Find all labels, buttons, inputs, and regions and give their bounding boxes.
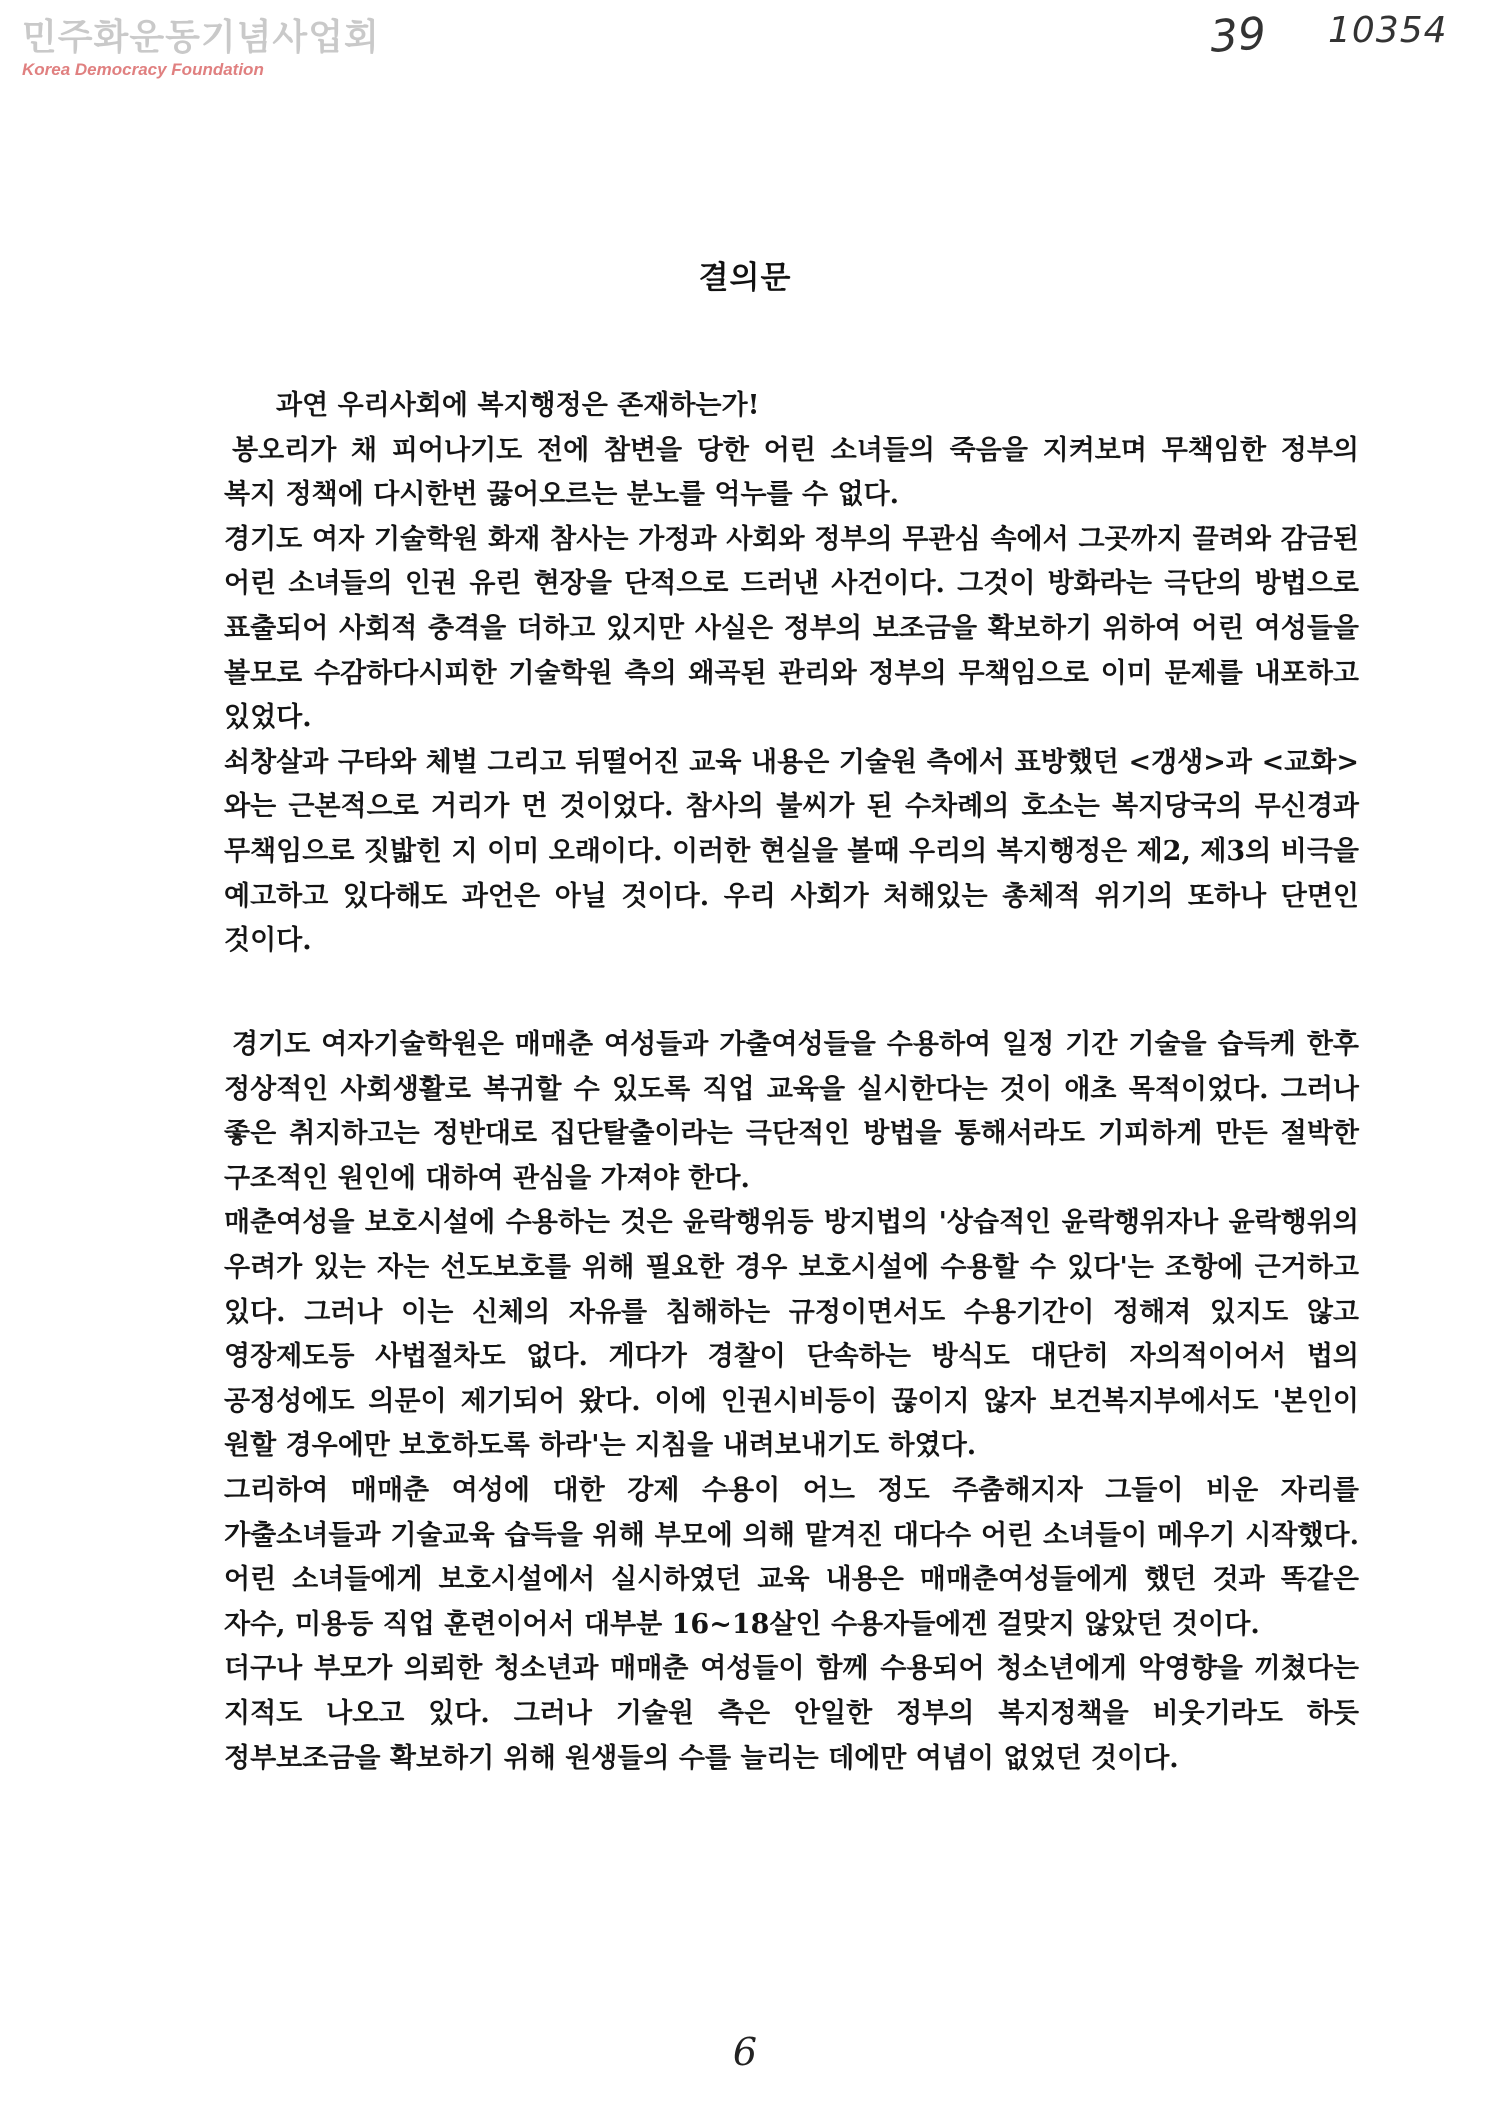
handwritten-mark-left: 39 <box>1208 8 1268 63</box>
paragraph-2-3: 그리하여 매매춘 여성에 대한 강제 수용이 어느 정도 주춤해지자 그들이 비운 자리를 가출소녀들과 기술교육 습득을 위해 부모에 의해 맡겨진 대다수 어린 소녀들이 메우기 시작했다. 어린 소녀들에게 보호시설에서 실시하였던 교육 내용은 매매춘여성들에게 했던 것과 똑같은 자수, 미용등 직업 훈련이어서 대부분 16~18살인 수용자들에겐 걸맞지 않았던 것이다. <box>224 1474 1359 1640</box>
paragraph-1-1: 과연 우리사회에 복지행정은 존재하는가! <box>276 390 760 421</box>
handwritten-document-number: 10354 <box>1328 10 1448 51</box>
section-2 <box>224 1023 1359 1781</box>
document-title: 결의문 <box>698 260 792 296</box>
paragraph-2-2: 매춘여성을 보호시설에 수용하는 것은 윤락행위등 방지법의 '상습적인 윤락행위자나 윤락행위의 우려가 있는 자는 선도보호를 위해 필요한 경우 보호시설에 수용할 수 있다'는 조항에 근거하고 있다. 그러나 이는 신체의 자유를 침해하는 규정이면서도 수용기간이 정해져 있지도 않고 영장제도등 사법절차도 없다. 게다가 경찰이 단속하는 방식도 대단히 자의적이어서 법의 공정성에도 의문이 제기되어 왔다. 이에 인권시비등이 끊이지 않자 보건복지부에서도 '본인이 원할 경우에만 보호하도록 하라'는 지침을 내려보내기도 하였다. <box>224 1207 1359 1462</box>
watermark-english: Korea Democracy Foundation <box>22 60 264 79</box>
section-1 <box>224 384 1359 964</box>
paragraph-1-2: 봉오리가 채 피어나기도 전에 참변을 당한 어린 소녀들의 죽음을 지켜보며 무책임한 정부의 복지 정책에 다시한번 끓어오르는 분노를 억누를 수 없다. <box>224 434 1359 511</box>
paragraph-1-3: 경기도 여자 기술학원 화재 참사는 가정과 사회와 정부의 무관심 속에서 그곳까지 끌려와 감금된 어린 소녀들의 인권 유린 현장을 단적으로 드러낸 사건이다. 그것이 방화라는 극단의 방법으로 표출되어 사회적 충격을 더하고 있지만 사실은 정부의 보조금을 확보하기 위하여 어린 여성들을 볼모로 수감하다시피한 기술학원 측의 왜곡된 관리와 정부의 무책임으로 이미 문제를 내포하고 있었다. <box>224 523 1359 734</box>
watermark-korean: 민주화운동기념사업회 <box>22 17 380 58</box>
page-number: 6 <box>732 2030 758 2074</box>
paragraph-1-4: 쇠창살과 구타와 체벌 그리고 뒤떨어진 교육 내용은 기술원 측에서 표방했던 <갱생>과 <교화>와는 근본적으로 거리가 먼 것이었다. 참사의 불씨가 된 수차례의 호소는 복지당국의 무신경과 무책임으로 짓밟힌 지 이미 오래이다. 이러한 현실을 볼때 우리의 복지행정은 제2, 제3의 비극을 예고하고 있다해도 과언은 아닐 것이다. 우리 사회가 처해있는 총체적 위기의 또하나 단면인 것이다. <box>224 746 1359 957</box>
foundation-watermark <box>22 18 380 80</box>
paragraph-2-4: 더구나 부모가 의뢰한 청소년과 매매춘 여성들이 함께 수용되어 청소년에게 악영향을 끼쳤다는 지적도 나오고 있다. 그러나 기술원 측은 안일한 정부의 복지정책을 비웃기라도 하듯 정부보조금을 확보하기 위해 원생들의 수를 늘리는 데에만 여념이 없었던 것이다. <box>224 1653 1359 1774</box>
paragraph-2-1: 경기도 여자기술학원은 매매춘 여성들과 가출여성들을 수용하여 일정 기간 기술을 습득케 한후 정상적인 사회생활로 복귀할 수 있도록 직업 교육을 실시한다는 것이 애초 목적이었다. 그러나 좋은 취지하고는 정반대로 집단탈출이라는 극단적인 방법을 통해서라도 기피하게 만든 절박한 구조적인 원인에 대하여 관심을 가져야 한다. <box>224 1029 1359 1194</box>
